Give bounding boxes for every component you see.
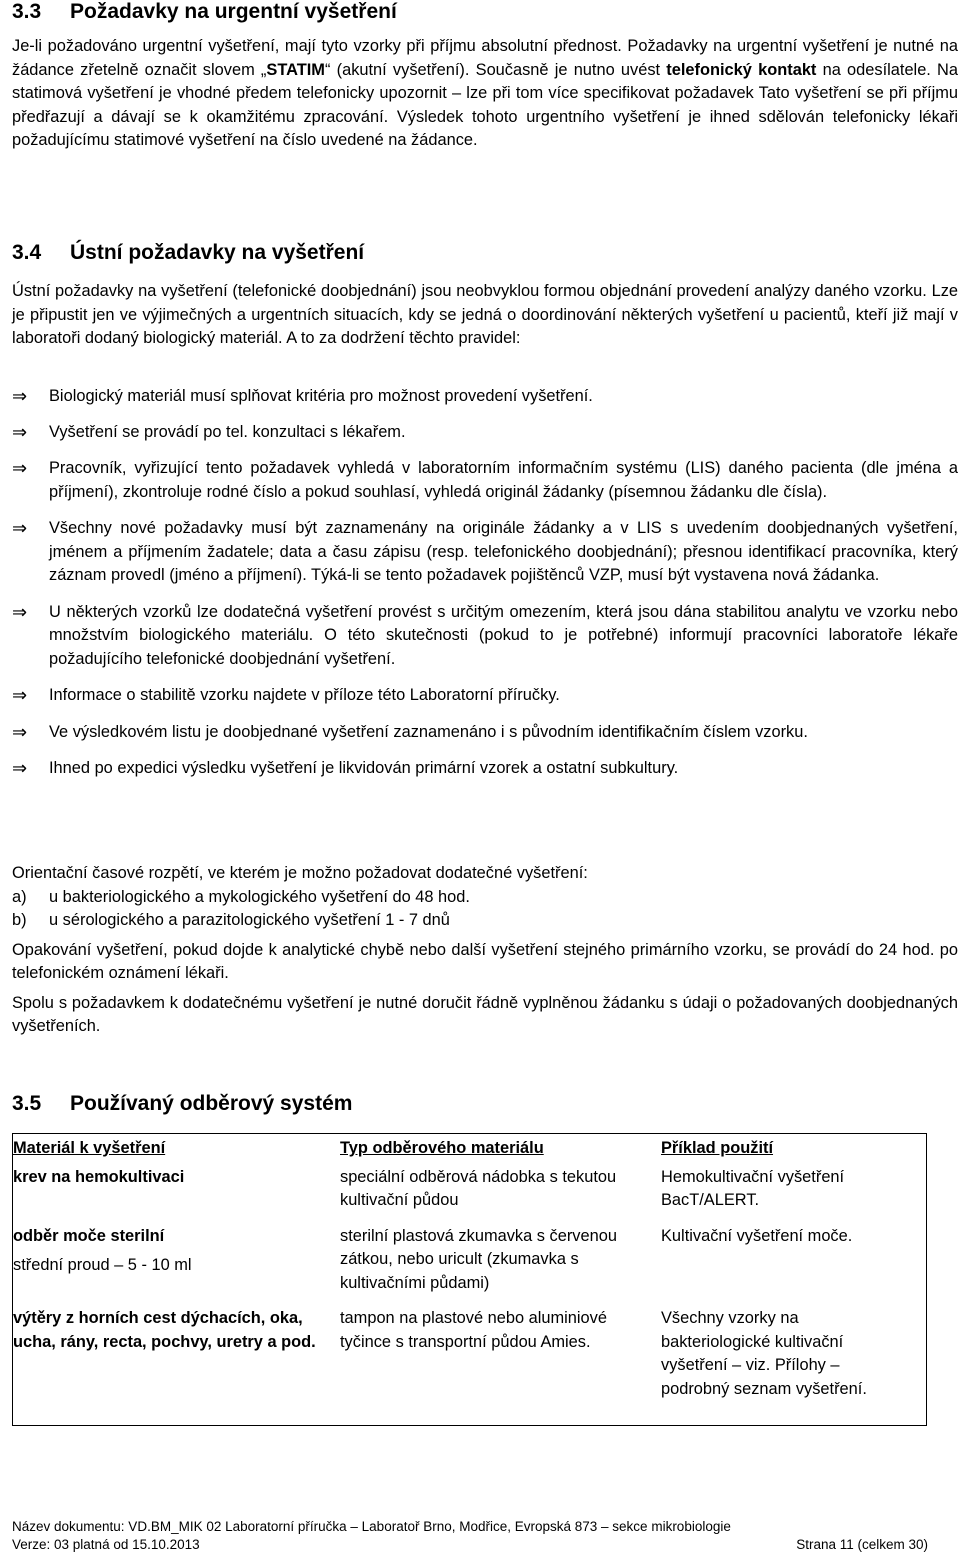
oral-requests-intro: Ústní požadavky na vyšetření (telefonické doobjednání) jsou neobvyklou formou objednání provedení analýzy daného vzorku. Lze je připustit jen ve výjimečných a urgentních situacích, kdy se jedná o doordinování některých vyšetření u pacientů, kteří již mají v laboratoři dodaný biologický materiál. A to za dodržení těchto pravidel: <box>12 282 958 347</box>
section-title: Ústní požadavky na vyšetření <box>70 241 365 264</box>
list-item-text: Ihned po expedici výsledku vyšetření je likvidován primární vzorek a ostatní subkultury. <box>49 759 679 777</box>
section-heading <box>12 0 397 24</box>
section-number: 3.3 <box>12 0 42 23</box>
arrow-icon: ⇒ <box>12 518 28 538</box>
list-item <box>12 684 958 708</box>
collection-system-table <box>12 1133 927 1426</box>
section-number: 3.5 <box>12 1092 42 1115</box>
list-item-text: Všechny nové požadavky musí být zaznamenány na originále žádanky a v LIS s uvedením doobjednaných vyšetření, jménem a příjmením žadatele; data a času zápisu (resp. telefonického doobjednání); přesnou identifikací pracovníka, který záznam provedl (jméno a příjmení). Týká-li se tento požadavek pojištěnců VZP, musí být vystavena nová žádanka. <box>49 519 958 584</box>
list-item <box>12 457 958 504</box>
page-number: Strana 11 (celkem 30) <box>796 1537 928 1552</box>
type-cell: sterilní plastová zkumavka s červenou zátkou, nebo uricult (zkumavka s kultivačními půdami) <box>340 1226 617 1292</box>
column-header-type: Typ odběrového materiálu <box>340 1139 544 1157</box>
together-paragraph: Spolu s požadavkem k dodatečnému vyšetření je nutné doručit řádně vyplněnou žádanku s údaji o požadovaných doobjednaných vyšetřeních. <box>12 993 958 1035</box>
example-cell: Kultivační vyšetření moče. <box>661 1226 853 1245</box>
section-3-5 <box>12 1092 352 1116</box>
time-item <box>12 909 958 933</box>
list-item <box>12 757 958 781</box>
urgent-paragraph <box>12 35 958 153</box>
material-cell <box>13 1303 341 1426</box>
additional-info <box>12 862 958 1039</box>
list-item-text: Informace o stabilitě vzorku najdete v příloze této Laboratorní příručky. <box>49 686 560 704</box>
text-run: na odesílatele. Na statimová vyšetření je vhodné předem telefonicky upozornit – lze při tom více specifikovat požadavek Tato vyšetření se při příjmu předřazují a dávají se k okamžitému zpracování. Výsledek tohoto urgentního vyšetření je ihned sdělován telefonicky lékaři požadujícímu statimové vyšetření na číslo uvedené na žádance. <box>12 60 959 149</box>
material-name: krev na hemokultivaci <box>13 1167 185 1186</box>
example-cell: Hemokultivační vyšetření BacT/ALERT. <box>661 1167 845 1209</box>
table-row <box>13 1303 927 1426</box>
footer-row <box>12 1536 958 1554</box>
list-item-text: U některých vzorků lze dodatečná vyšetření provést s určitým omezením, která jsou dána stabilitou analytu ve vzorku nebo množstvím biologického materiálu. O této skutečnosti (pokud to je potřebné) informují pracovníci laboratoře lékaře požadujícího telefonické doobjednání vyšetření. <box>49 602 958 668</box>
section-title: Požadavky na urgentní vyšetření <box>70 0 397 23</box>
material-cell <box>13 1162 341 1221</box>
arrow-icon: ⇒ <box>12 421 28 442</box>
arrow-icon: ⇒ <box>12 758 28 778</box>
example-cell: Všechny vzorky na bakteriologické kultivační vyšetření – viz. Přílohy – podrobný seznam vyšetření. <box>661 1309 867 1398</box>
list-item-text: Vyšetření se provádí po tel. konzultaci s lékařem. <box>49 422 406 441</box>
time-item-label: a) <box>12 887 27 906</box>
arrow-icon: ⇒ <box>12 721 28 742</box>
text-run: “ (akutní vyšetření). Současně je nutno uvést <box>324 60 667 79</box>
material-name: výtěry z horních cest dýchacích, oka, ucha, rány, recta, pochvy, uretry a pod. <box>13 1309 316 1351</box>
section-title: Používaný odběrový systém <box>70 1092 353 1115</box>
time-item-text: u sérologického a parazitologického vyšetření 1 - 7 dnů <box>49 911 450 929</box>
list-item <box>12 721 958 745</box>
section-heading <box>12 1092 352 1116</box>
arrow-icon: ⇒ <box>12 386 28 406</box>
time-item-text: u bakteriologického a mykologického vyšetření do 48 hod. <box>49 887 470 906</box>
list-item <box>12 385 958 409</box>
table-row <box>13 1162 927 1221</box>
text-run: Je-li požadováno urgentní vyšetření, mají tyto vzorky při příjmu absolutní přednost. Požadavky na urgentní vyšetření je nutné na žádance zřetelně označit slovem „ <box>12 37 958 79</box>
section-heading <box>12 241 364 265</box>
material-name: odběr moče sterilní <box>13 1226 165 1245</box>
list-item <box>12 421 958 445</box>
rules-list <box>12 385 958 781</box>
section-number: 3.4 <box>12 241 42 264</box>
version-info: Verze: 03 platná od 15.10.2013 <box>12 1537 200 1552</box>
list-item-text: Biologický materiál musí splňovat kritéria pro možnost provedení vyšetření. <box>49 387 593 405</box>
section-3-3 <box>12 0 397 24</box>
section-3-4 <box>12 241 364 265</box>
time-item <box>12 886 958 910</box>
material-detail: střední proud – 5 - 10 ml <box>13 1256 192 1274</box>
list-item-text: Pracovník, vyřizující tento požadavek vyhledá v laboratorním informačním systému (LIS) daného pacienta (dle jména a příjmení), zkontroluje rodné číslo a pokud souhlasí, vyhledá originál žádanky (písemnou žádanku dle čísla). <box>49 459 958 501</box>
column-header-material: Materiál k vyšetření <box>13 1139 166 1157</box>
time-item-label: b) <box>12 911 27 929</box>
phone-contact-keyword: telefonický kontakt <box>666 60 817 79</box>
time-intro: Orientační časové rozpětí, ve kterém je možno požadovat dodatečné vyšetření: <box>12 864 588 882</box>
arrow-icon: ⇒ <box>12 685 28 705</box>
material-cell <box>13 1221 341 1304</box>
arrow-icon: ⇒ <box>12 601 28 622</box>
list-item <box>12 517 958 588</box>
list-item-text: Ve výsledkovém listu je doobjednané vyšetření zaznamenáno i s původním identifikačním číslem vzorku. <box>49 722 808 741</box>
list-item <box>12 601 958 672</box>
column-header-example: Příklad použití <box>661 1139 774 1157</box>
type-cell: tampon na plastové nebo aluminiové tyčince s transportní půdou Amies. <box>340 1309 607 1351</box>
repeat-paragraph: Opakování vyšetření, pokud dojde k analytické chybě nebo další vyšetření stejného primárního vzorku, se provádí do 24 hod. po telefonickém oznámení lékaři. <box>12 940 958 982</box>
table-row <box>13 1221 927 1304</box>
document-name: Název dokumentu: VD.BM_MIK 02 Laboratorní příručka – Laboratoř Brno, Modřice, Evropská 873 – sekce mikrobiologie <box>12 1519 731 1534</box>
type-cell: speciální odběrová nádobka s tekutou kultivační půdou <box>340 1167 617 1209</box>
arrow-icon: ⇒ <box>12 458 28 478</box>
table-header-row <box>13 1134 927 1162</box>
statim-keyword: STATIM <box>266 60 325 79</box>
page-footer <box>12 1518 958 1554</box>
